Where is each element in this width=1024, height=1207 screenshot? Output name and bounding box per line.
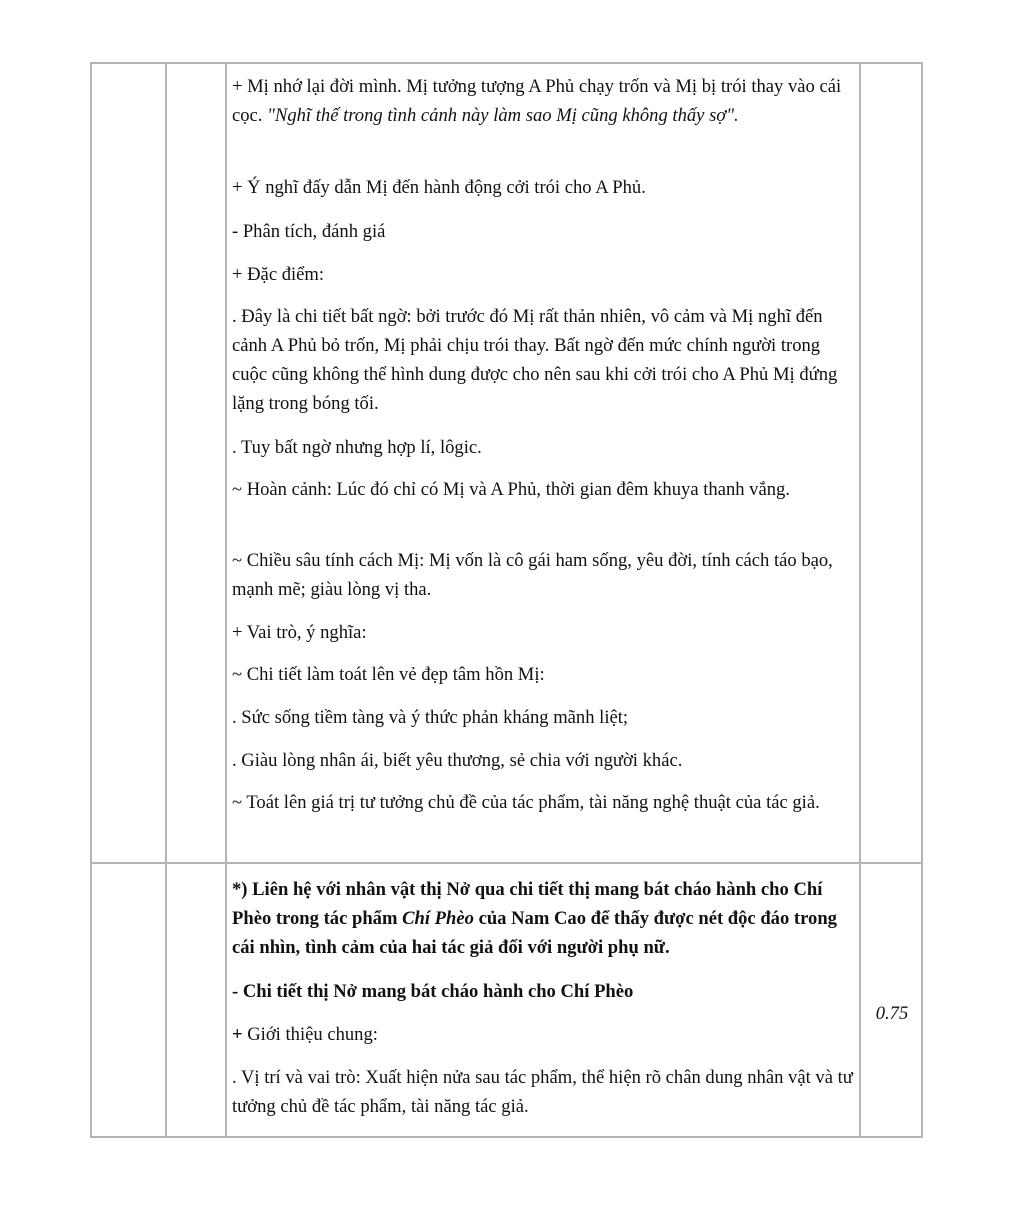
heading-text-a: *) Liên hệ với nhân vật thị Nở qua chi tiết thị mang bát cháo hành cho Chí Phèo trong tác phẩm xyxy=(232,879,823,929)
paragraph-detail-heading: - Chi tiết thị Nở mang bát cháo hành cho Chí Phèo xyxy=(232,981,634,1002)
paragraph-character-depth: ~ Chiều sâu tính cách Mị: Mị vốn là cô gái ham sống, yêu đời, tính cách táo bạo, mạnh mẽ; giàu lòng vị tha. xyxy=(232,550,833,600)
paragraph-comparison-heading xyxy=(232,875,857,962)
row1-content-cell xyxy=(232,72,852,852)
paragraph-compassion: . Giàu lòng nhân ái, biết yêu thương, sẻ chia với người khác. xyxy=(232,750,683,771)
paragraph-text: + Mị nhớ lại đời mình. Mị tưởng tượng A Phủ chạy trốn và Mị bị trói thay vào cái cọc. xyxy=(232,76,842,126)
paragraph-logical: . Tuy bất ngờ nhưng hợp lí, lôgic. xyxy=(232,437,482,458)
table-border-col2 xyxy=(165,62,167,1138)
paragraph-beauty: ~ Chi tiết làm toát lên vẻ đẹp tâm hồn Mị: xyxy=(232,664,545,685)
paragraph-thought-leads: + Ý nghĩ đấy dẫn Mị đến hành động cởi trói cho A Phủ. xyxy=(232,177,646,198)
paragraph-circumstance: ~ Hoàn cảnh: Lúc đó chỉ có Mị và A Phủ, thời gian đêm khuya thanh vắng. xyxy=(232,479,790,500)
paragraph-features-heading: + Đặc điểm: xyxy=(232,264,325,285)
row-divider xyxy=(90,862,923,864)
intro-text: Giới thiệu chung: xyxy=(242,1024,378,1045)
row2-content-cell xyxy=(232,875,852,1130)
heading-text-b: của Nam Cao để thấy được nét độc đáo trong cái nhìn, tình cảm của hai tác giả đối với người phụ nữ. xyxy=(232,908,837,958)
paragraph-analysis-heading: - Phân tích, đánh giá xyxy=(232,221,386,242)
bullet-plus: + xyxy=(232,1024,243,1045)
table-border-col4 xyxy=(859,62,861,1138)
paragraph-mi-remembers xyxy=(232,72,857,130)
paragraph-surprising-detail: . Đây là chi tiết bất ngờ: bởi trước đó Mị rất thản nhiên, vô cảm và Mị nghĩ đến cảnh A Phủ bỏ trốn, Mị phải chịu trói thay. Bất ngờ đến mức chính người trong cuộc cũng không thể hình dung được cho nên sau khi cởi trói cho A Phủ Mị đứng lặng trong bóng tối. xyxy=(232,306,838,414)
score-value: 0.75 xyxy=(875,1003,909,1024)
paragraph-intro-heading xyxy=(232,1020,857,1049)
work-title: Chí Phèo xyxy=(402,908,474,929)
table-border-left xyxy=(90,62,92,1138)
paragraph-position-role: . Vị trí và vai trò: Xuất hiện nửa sau tác phẩm, thể hiện rõ chân dung nhân vật và tư tưởng chủ đề tác phẩm, tài năng tác giả. xyxy=(232,1067,853,1117)
table-border-col3 xyxy=(225,62,227,1138)
quote-text: "Nghĩ thế trong tình cảnh này làm sao Mị cũng không thấy sợ". xyxy=(267,105,739,126)
paragraph-theme-value: ~ Toát lên giá trị tư tưởng chủ đề của tác phẩm, tài năng nghệ thuật của tác giả. xyxy=(232,792,820,813)
table-border-top xyxy=(90,62,923,64)
table-border-bottom xyxy=(90,1136,923,1138)
paragraph-vitality: . Sức sống tiềm tàng và ý thức phản kháng mãnh liệt; xyxy=(232,707,629,728)
table-border-right xyxy=(921,62,923,1138)
paragraph-role-heading: + Vai trò, ý nghĩa: xyxy=(232,622,367,643)
